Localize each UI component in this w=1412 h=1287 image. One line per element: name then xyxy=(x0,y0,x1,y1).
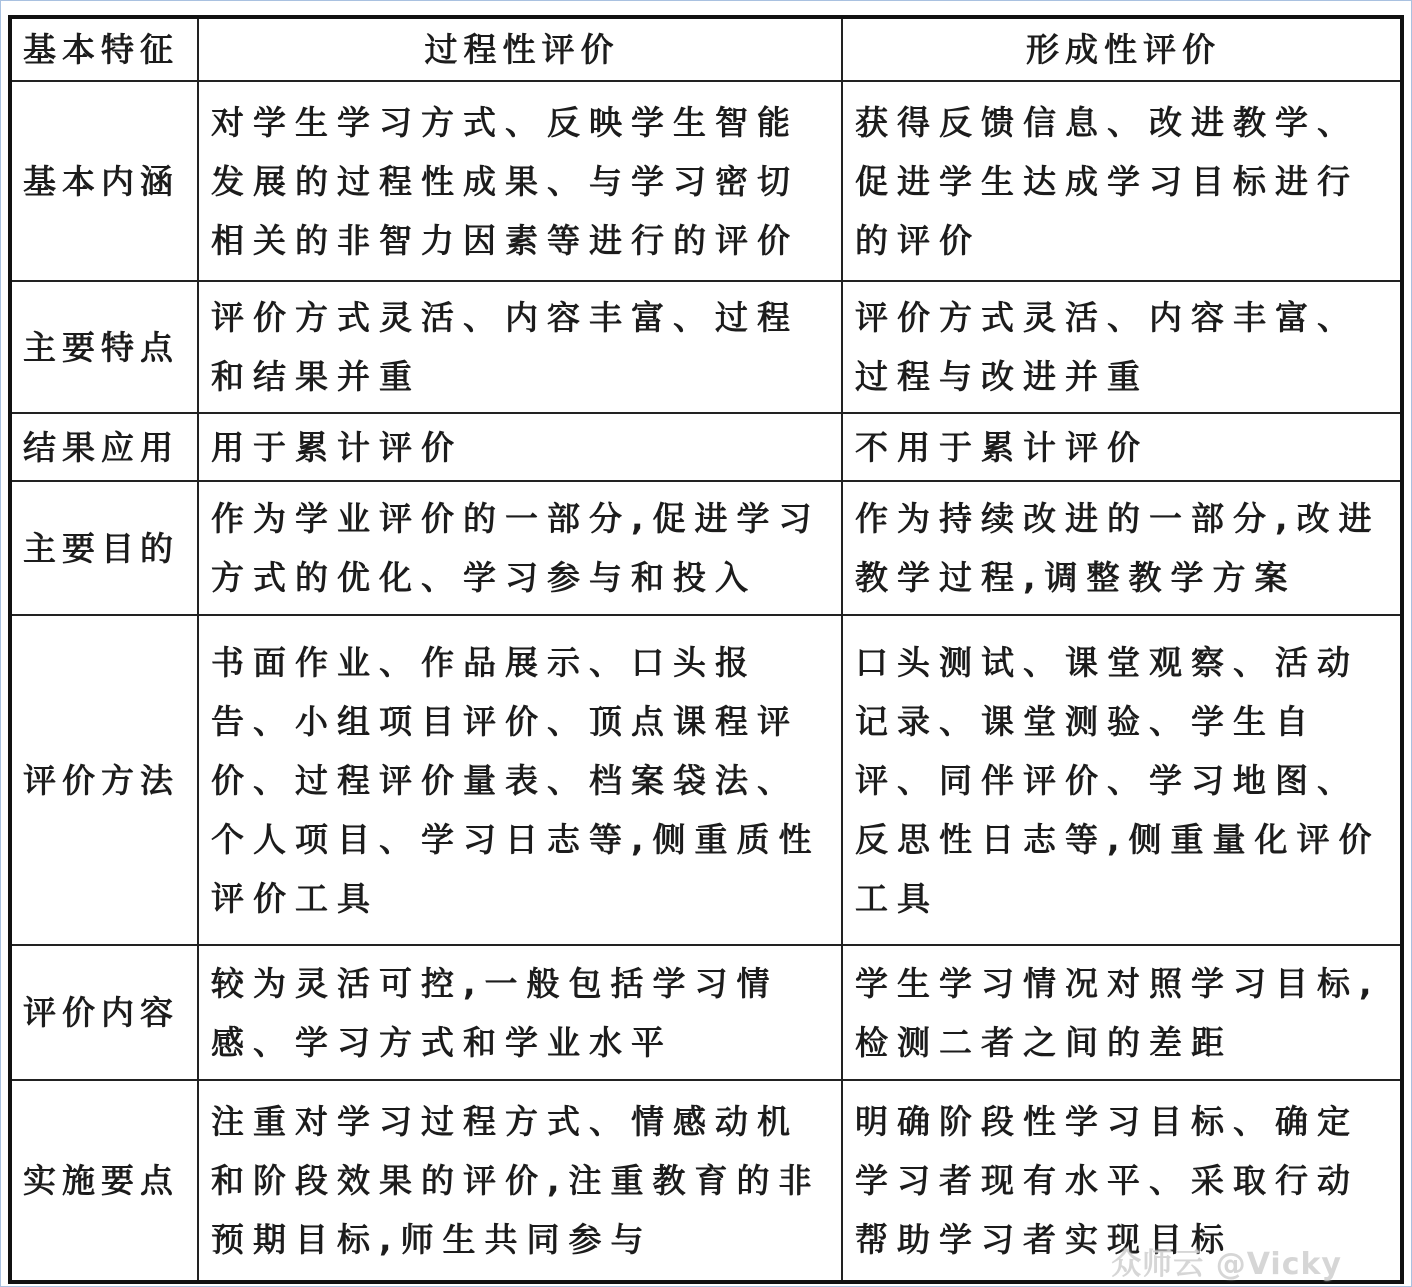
row-formative-cell: 作为持续改进的一部分,改进教学过程,调整教学方案 xyxy=(842,481,1402,615)
row-formative-cell: 获得反馈信息、改进教学、促进学生达成学习目标进行的评价 xyxy=(842,81,1402,281)
header-feature: 基本特征 xyxy=(10,17,198,81)
row-process-cell: 作为学业评价的一部分,促进学习方式的优化、学习参与和投入 xyxy=(198,481,842,615)
table-row xyxy=(10,945,1402,1080)
watermark: 众师云 @Vicky xyxy=(1111,1247,1342,1282)
comparison-table xyxy=(8,15,1404,1284)
table-row xyxy=(10,481,1402,615)
header-process-evaluation: 过程性评价 xyxy=(198,17,842,81)
row-formative-cell: 不用于累计评价 xyxy=(842,413,1402,481)
table-header-row xyxy=(10,17,1402,81)
row-formative-cell: 评价方式灵活、内容丰富、过程与改进并重 xyxy=(842,281,1402,413)
row-feature: 评价内容 xyxy=(10,945,198,1080)
row-process-cell: 注重对学习过程方式、情感动机和阶段效果的评价,注重教育的非预期目标,师生共同参与 xyxy=(198,1080,842,1282)
row-process-cell: 用于累计评价 xyxy=(198,413,842,481)
row-formative-cell: 明确阶段性学习目标、确定学习者现有水平、采取行动帮助学习者实现目标 xyxy=(842,1080,1402,1282)
table-row xyxy=(10,413,1402,481)
row-process-cell: 较为灵活可控,一般包括学习情感、学习方式和学业水平 xyxy=(198,945,842,1080)
header-formative-evaluation: 形成性评价 xyxy=(842,17,1402,81)
row-feature: 评价方法 xyxy=(10,615,198,945)
table-row xyxy=(10,81,1402,281)
row-process-cell: 评价方式灵活、内容丰富、过程和结果并重 xyxy=(198,281,842,413)
row-formative-cell: 口头测试、课堂观察、活动记录、课堂测验、学生自评、同伴评价、学习地图、反思性日志等,侧重量化评价工具 xyxy=(842,615,1402,945)
row-feature: 主要特点 xyxy=(10,281,198,413)
row-feature: 实施要点 xyxy=(10,1080,198,1282)
row-feature: 结果应用 xyxy=(10,413,198,481)
row-feature: 主要目的 xyxy=(10,481,198,615)
row-feature: 基本内涵 xyxy=(10,81,198,281)
row-formative-cell: 学生学习情况对照学习目标,检测二者之间的差距 xyxy=(842,945,1402,1080)
row-process-cell: 对学生学习方式、反映学生智能发展的过程性成果、与学习密切相关的非智力因素等进行的评价 xyxy=(198,81,842,281)
table-row xyxy=(10,281,1402,413)
table-row xyxy=(10,615,1402,945)
row-process-cell: 书面作业、作品展示、口头报告、小组项目评价、顶点课程评价、过程评价量表、档案袋法、个人项目、学习日志等,侧重质性评价工具 xyxy=(198,615,842,945)
